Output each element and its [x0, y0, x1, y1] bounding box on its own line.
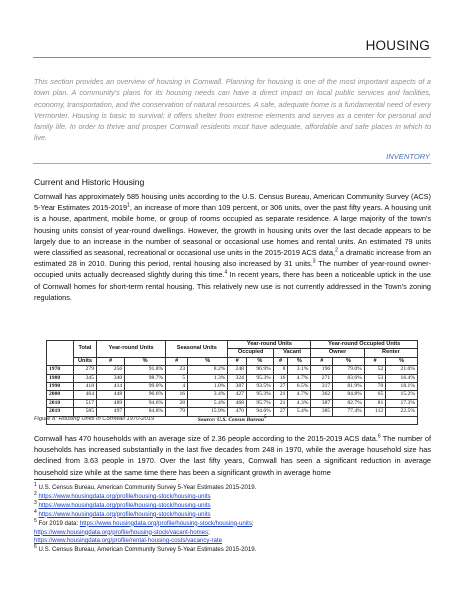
header-num: # — [228, 357, 246, 365]
data-cell: 18.1% — [386, 382, 418, 390]
data-cell: 16 — [166, 391, 188, 399]
footnote-3: $^3$ https://www.housingdata.org/profile/housing-stock/housing-units — [34, 499, 211, 509]
footnote-link[interactable]: https://www.housingdata.org/profile/housing-stock/housing-units — [38, 501, 211, 509]
header-yr-occupied: Year-round Occupied Units — [311, 341, 418, 349]
section-label-inventory: INVENTORY — [386, 152, 430, 161]
data-cell: 387 — [311, 399, 333, 407]
header-yr-units: Year-round Units — [228, 341, 311, 349]
footnote-2: $^2$ https://www.housingdata.org/profile/housing-stock/housing-units — [34, 490, 211, 500]
header-num: # — [97, 357, 125, 365]
data-cell: 16.4% — [386, 374, 418, 382]
data-cell: 53 — [364, 374, 385, 382]
data-cell: 362 — [311, 391, 333, 399]
header-pct: % — [188, 357, 228, 365]
data-cell: 112 — [364, 408, 385, 416]
data-cell: 79 — [166, 408, 188, 416]
data-cell: 4.3% — [288, 399, 311, 407]
header-owner: Owner — [311, 349, 364, 357]
section-divider — [33, 163, 431, 164]
footnote-5: $^5$ For 2019 data: https://www.housingdata.org/profile/housing-stock/housing-units; https://www.housingdata.org/profile/housing-stock/vacant-homes; https://www.housingdata.org/profile/rental-housing-costs/vacancy-rate — [34, 517, 254, 545]
housing-units-table — [46, 340, 418, 425]
year-cell: 1990 — [47, 382, 74, 390]
data-cell: 99.0% — [125, 382, 166, 390]
header-num: # — [364, 357, 385, 365]
data-cell: 95.7% — [246, 399, 273, 407]
figure-caption: Figure 8: Housing Units in Cornwall 1970-2019 — [34, 416, 155, 422]
year-cell: 2019 — [47, 408, 74, 416]
data-cell: 77.4% — [333, 408, 365, 416]
data-cell: 1.3% — [188, 374, 228, 382]
footnote-link[interactable]: https://www.housingdata.org/profile/housing-stock/housing-units — [38, 510, 211, 518]
header-units: Units — [74, 357, 97, 365]
data-cell: 427 — [228, 391, 246, 399]
header-renter: Renter — [364, 349, 417, 357]
data-cell: 52 — [364, 366, 385, 374]
data-cell: 418 — [74, 382, 97, 390]
header-total: Total — [78, 345, 92, 352]
footnote-divider — [34, 479, 176, 480]
data-cell: 4.7% — [288, 391, 311, 399]
title-divider — [33, 57, 431, 58]
footnote-ref[interactable]: 2 — [335, 247, 338, 254]
footnotes — [34, 481, 431, 555]
footnote-ref[interactable]: 6 — [377, 433, 381, 440]
data-cell: 385 — [311, 408, 333, 416]
data-cell: 21.0% — [386, 366, 418, 374]
data-cell: 345 — [74, 374, 97, 382]
data-cell: 15.9% — [188, 408, 228, 416]
footnote-ref[interactable]: 3 — [312, 258, 316, 265]
data-cell: 27 — [273, 382, 288, 390]
page-title: HOUSING — [365, 38, 430, 53]
data-cell: 279 — [74, 366, 97, 374]
data-cell: 93.5% — [246, 382, 273, 390]
table-row — [47, 408, 418, 416]
data-cell: 196 — [311, 366, 333, 374]
data-cell: 317 — [311, 382, 333, 390]
table-row — [47, 374, 418, 382]
header-num: # — [273, 357, 288, 365]
header-year-round: Year-round Units — [97, 341, 166, 358]
year-cell: 1980 — [47, 374, 74, 382]
data-cell: 3.4% — [188, 391, 228, 399]
data-cell: 585 — [74, 408, 97, 416]
data-cell: 16 — [273, 374, 288, 382]
data-cell: 96.9% — [246, 366, 273, 374]
data-cell: 95.3% — [246, 391, 273, 399]
data-cell: 5.4% — [288, 408, 311, 416]
data-cell: 84.8% — [125, 408, 166, 416]
data-cell: 5.4% — [188, 399, 228, 407]
data-cell: 4.7% — [288, 374, 311, 382]
header-num: # — [166, 357, 188, 365]
data-cell: 82.7% — [333, 399, 365, 407]
data-cell: 324 — [228, 374, 246, 382]
data-cell: 98.7% — [125, 374, 166, 382]
data-cell: 21 — [273, 391, 288, 399]
data-cell: 17.3% — [386, 399, 418, 407]
intro-paragraph: This section provides an overview of housing in Cornwall. Planning for housing is one of the most important aspects of a town plan. A community's plans for its housing needs can have a direct impact on local public services and facilities, economy, transportation, and the conservation of natural resources. A safe, adequate home is a fundamental need of every Vermonter. Housing is basic to survival; it offers shelter from extreme elements and serves as a center for personal and family life. In order to thrive and prosper Cornwall residents must have adequate, affordable and safe places in which to live. — [34, 77, 431, 143]
footnote-ref[interactable]: 4 — [224, 269, 228, 276]
data-cell: 21 — [273, 399, 288, 407]
data-cell: 83.6% — [333, 374, 365, 382]
year-cell: 1970 — [47, 366, 74, 374]
data-cell: 470 — [228, 408, 246, 416]
data-cell: 70 — [364, 382, 385, 390]
data-cell: 248 — [228, 366, 246, 374]
data-cell: 28 — [166, 399, 188, 407]
data-cell: 414 — [97, 382, 125, 390]
data-cell: 27 — [273, 408, 288, 416]
body-paragraph-1: Cornwall has approximately 585 housing units according to the U.S. Census Bureau, American Community Survey (ACS) 5-Year Estimates 2015-2019$^1$, an increase of more than 109 percent, or 306 units, over the past fifty years. A housing unit is a house, apartment, mobile home, or group of rooms occupied as separate residence. A large majority of the town's housing units consist of year-round dwellings. However, the growth in housing units over the last decade appears to be largely due to an increase in the number of seasonal or occasional use homes and rental units. An estimated 79 units were classified as seasonal, recreational or occasional use units in the 2015-2019 ACS data,$^2$ a dramatic increase from an estimated 28 in 2010. During this period, rental housing also increased by 31 units.$^3$ The number of year-round owner-occupied units actually decreased slightly during this time.$^4$ In recent years, there has been a noticeable uptick in the use of Cornwall homes for short-term rental housing. This relatively new use is not currently addressed in the Town's zoning regulations. — [34, 192, 431, 302]
data-cell: 84.8% — [333, 391, 365, 399]
data-cell: 6.5% — [288, 382, 311, 390]
header-pct: % — [386, 357, 418, 365]
data-cell: 256 — [97, 366, 125, 374]
data-cell: 489 — [97, 399, 125, 407]
body-paragraph-2: Cornwall has 470 households with an average size of 2.36 people according to the 2015-2019 ACS data.$^6$ The number of households has increased substantially in the last five decades from 248 in 1970, while the average household size has declined from 3.63 people in 1970. Over the last fifty years, Cornwall has seen a significant reduction in average household size while at the same time there has been a significant growth in average home — [34, 433, 431, 477]
data-cell: 96.6% — [125, 391, 166, 399]
data-cell: 94.6% — [246, 408, 273, 416]
data-cell: 5 — [166, 374, 188, 382]
year-cell: 2010 — [47, 399, 74, 407]
data-cell: 22.5% — [386, 408, 418, 416]
data-cell: 517 — [74, 399, 97, 407]
data-cell: 65 — [364, 391, 385, 399]
footnote-ref[interactable]: 1 — [127, 202, 130, 209]
footnote-link[interactable]: https://www.housingdata.org/profile/housing-stock/housing-units — [38, 492, 211, 500]
data-cell: 387 — [228, 382, 246, 390]
data-cell: 4 — [166, 382, 188, 390]
data-cell: 94.6% — [125, 399, 166, 407]
data-cell: 1.0% — [188, 382, 228, 390]
footnote-6: $^6$ U.S. Census Bureau, American Community Survey 5-Year Estimates 2015-2019. — [34, 544, 257, 554]
data-cell: 340 — [97, 374, 125, 382]
data-cell: 81.9% — [333, 382, 365, 390]
data-cell: 23 — [166, 366, 188, 374]
data-cell: 468 — [228, 399, 246, 407]
table-row — [47, 399, 418, 407]
data-cell: 8 — [273, 366, 288, 374]
data-cell: 15.2% — [386, 391, 418, 399]
footnote-link[interactable]: https://www.housingdata.org/profile/rental-housing-costs/vacancy-rate — [34, 537, 222, 545]
header-pct: % — [125, 357, 166, 365]
table-row — [47, 382, 418, 390]
header-num: # — [311, 357, 333, 365]
data-cell: 81 — [364, 399, 385, 407]
footnote-link[interactable]: https://www.housingdata.org/profile/housing-stock/vacant-homes — [34, 528, 209, 536]
header-vacant: Vacant — [273, 349, 311, 357]
data-cell: 91.8% — [125, 366, 166, 374]
header-occupied: Occupied — [228, 349, 273, 357]
data-cell: 497 — [97, 408, 125, 416]
footnote-4: $^4$ https://www.housingdata.org/profile/housing-stock/housing-units — [34, 508, 211, 518]
header-pct: % — [246, 357, 273, 365]
header-pct: % — [333, 357, 365, 365]
footnote-link[interactable]: https://www.housingdata.org/profile/housing-stock/housing-units — [79, 519, 252, 527]
header-seasonal: Seasonal Units — [166, 341, 228, 358]
table-row — [47, 366, 418, 374]
data-cell: 95.3% — [246, 374, 273, 382]
header-pct: % — [288, 357, 311, 365]
data-cell: 464 — [74, 391, 97, 399]
data-cell: 8.2% — [188, 366, 228, 374]
data-cell: 271 — [311, 374, 333, 382]
footnote-1: $^1$ U.S. Census Bureau, American Community Survey 5-Year Estimates 2015-2019. — [34, 481, 257, 491]
table-row — [47, 391, 418, 399]
subheading: Current and Historic Housing — [34, 177, 145, 187]
table-source: Source: U.S. Census Bureau$^5$ — [47, 416, 418, 424]
year-cell: 2000 — [47, 391, 74, 399]
data-cell: 3.1% — [288, 366, 311, 374]
data-cell: 79.0% — [333, 366, 365, 374]
data-cell: 448 — [97, 391, 125, 399]
